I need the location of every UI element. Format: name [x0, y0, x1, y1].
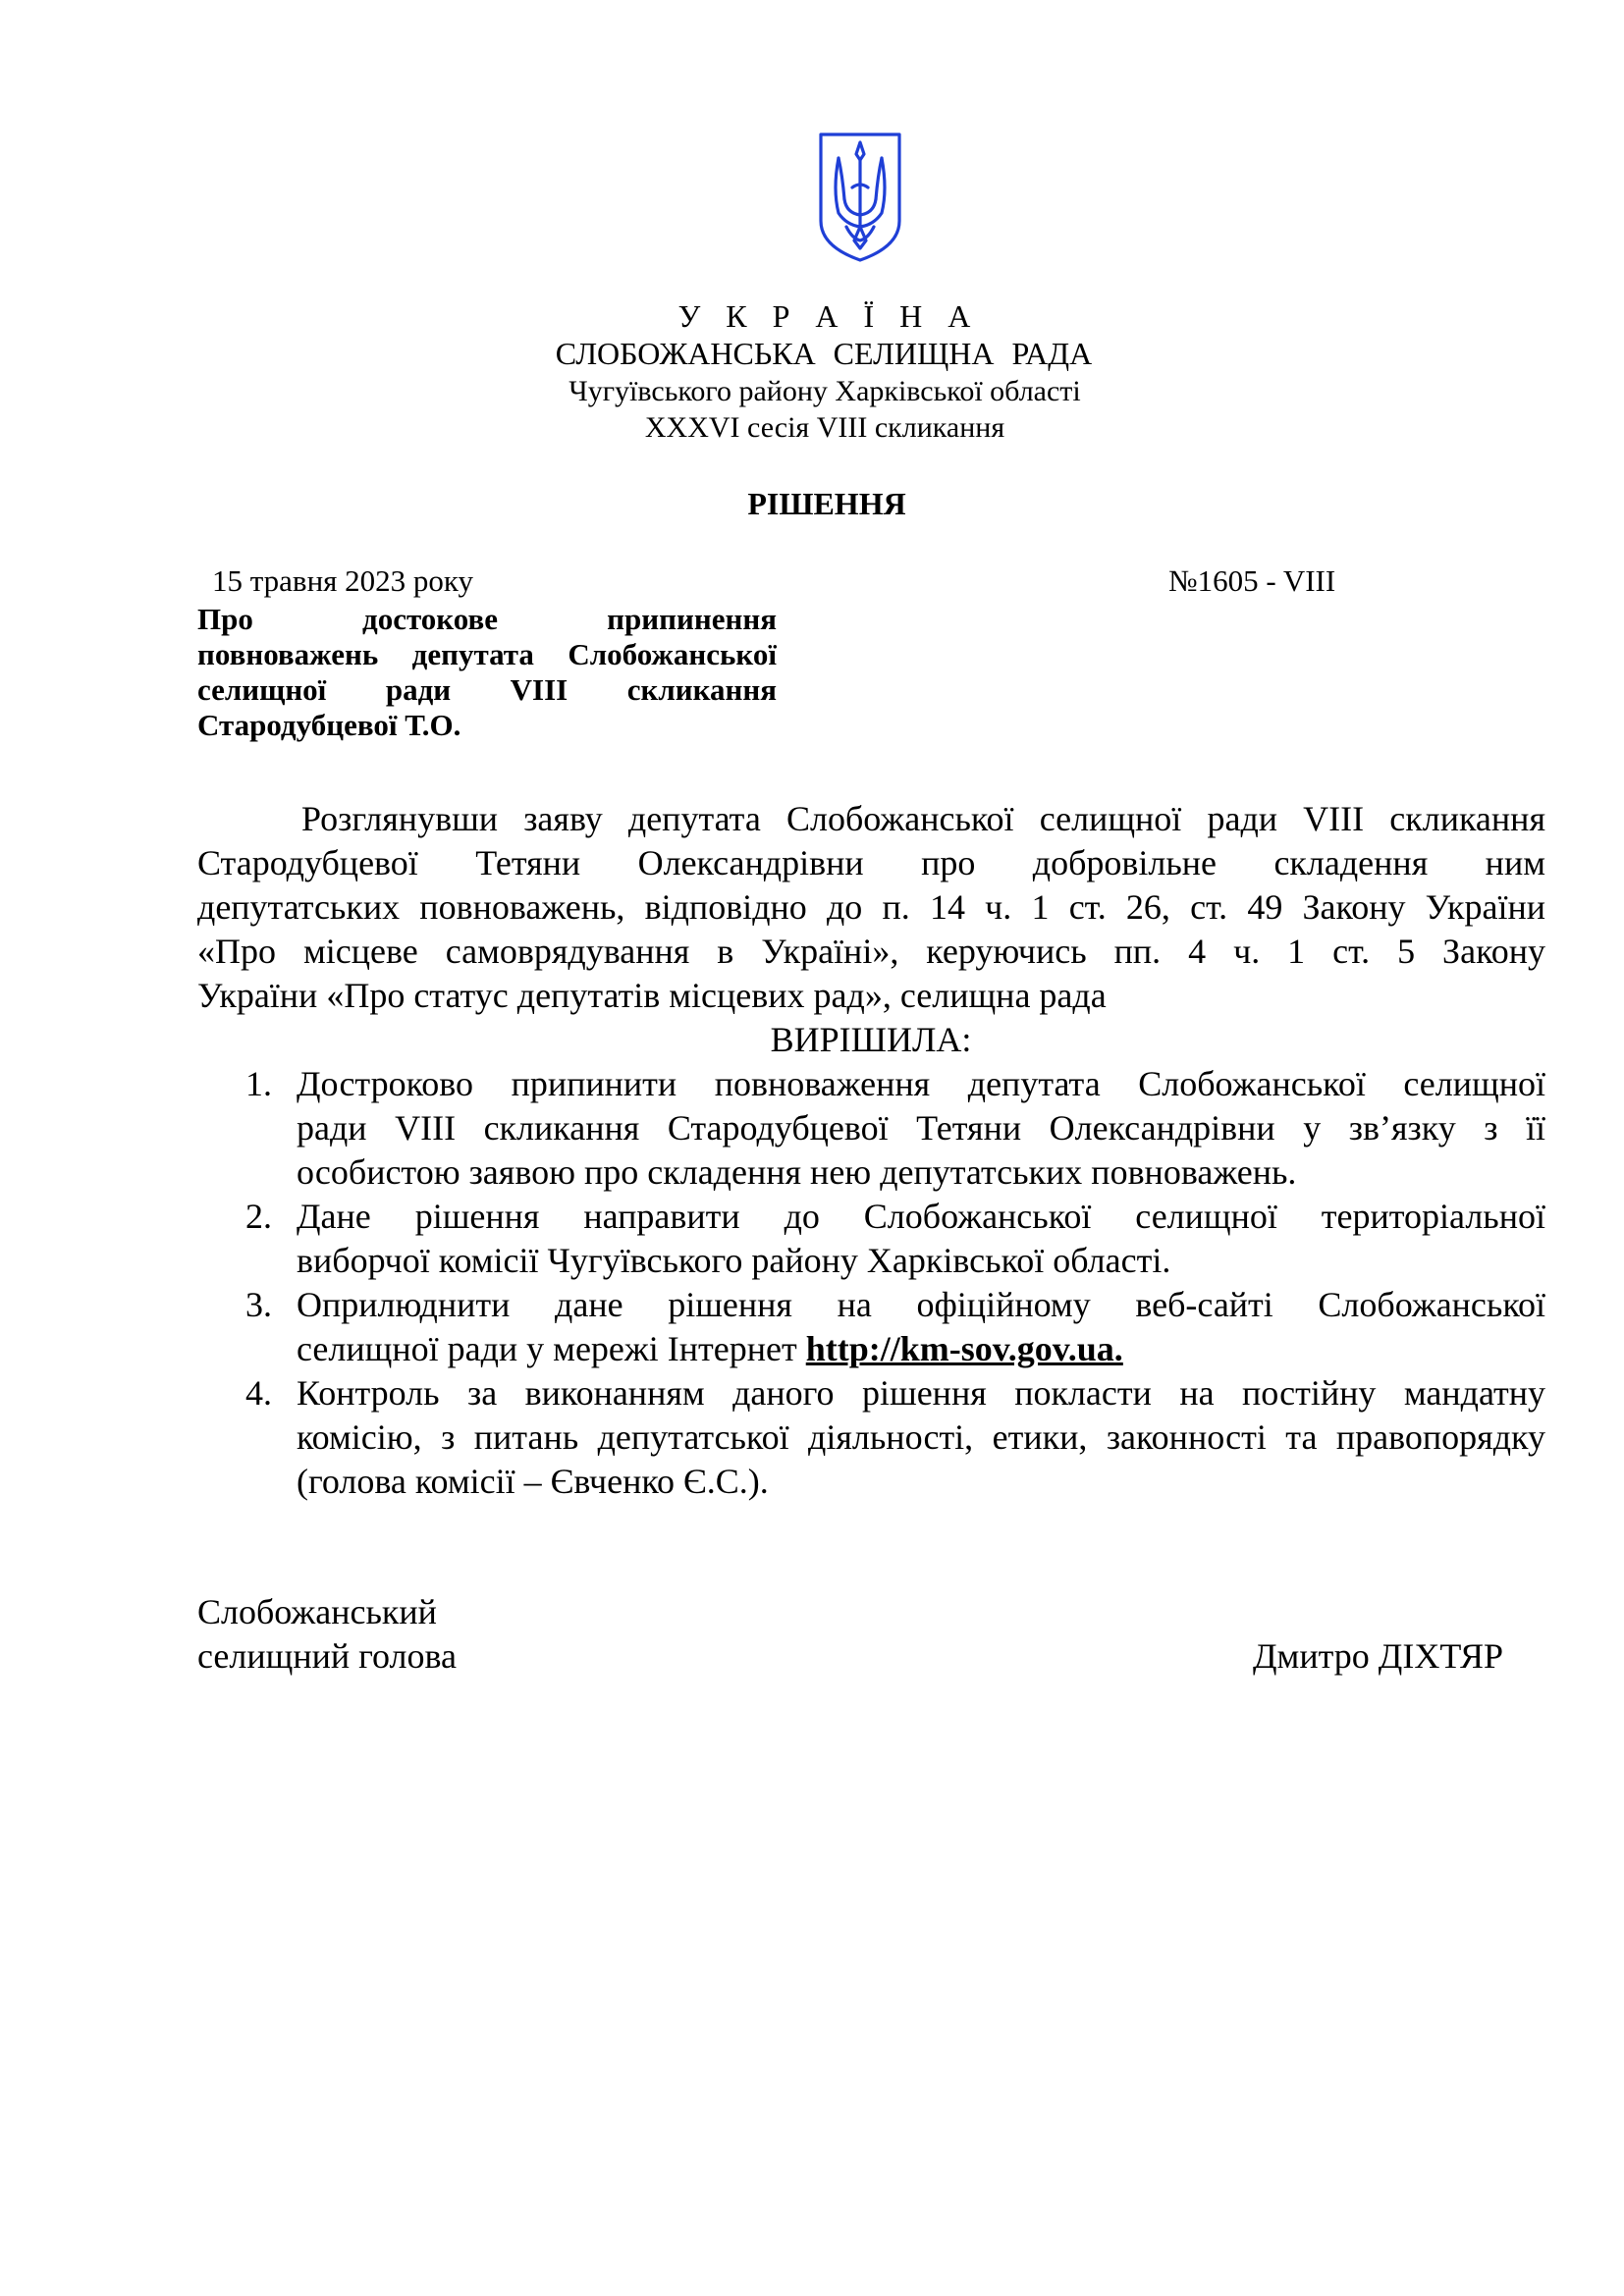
- preamble-line: депутатських повноважень, відповідно до п. 14 ч. 1 ст. 26, ст. 49 Закону України: [197, 887, 1545, 927]
- country-name: У К Р А Ї Н А: [677, 298, 980, 334]
- preamble-line: України «Про статус депутатів місцевих рад», селищна рада: [197, 976, 1107, 1015]
- decided-heading: ВИРІШИЛА:: [770, 1020, 972, 1059]
- council-name: СЛОБОЖАНСЬКА СЕЛИЩНА РАДА: [555, 336, 1093, 371]
- list-item-line: виборчої комісії Чугуївського району Харківської області.: [297, 1241, 1171, 1280]
- list-item-line: [297, 1327, 1545, 1371]
- list-item-line: комісію, з питань депутатської діяльності, етики, законності та правопорядку: [297, 1417, 1545, 1457]
- subject-line: селищної ради VIII скликання: [197, 672, 777, 707]
- list-item-line: Достроково припинити повноваження депутата Слобожанської селищної: [297, 1064, 1545, 1103]
- list-item-line: ради VIII скликання Стародубцевої Тетяни Олександрівни у зв’язку з її: [297, 1108, 1545, 1148]
- list-item-line: особистою заявою про складення нею депутатських повноважень.: [297, 1152, 1297, 1192]
- session-name: XXXVI сесія VIII скликання: [644, 411, 1005, 444]
- list-item-number: 4.: [245, 1373, 272, 1413]
- document-subject: [197, 602, 777, 743]
- district-name: Чугуївського району Харківської області: [568, 375, 1081, 407]
- preamble-line: «Про місцеве самоврядування в Україні», керуючись пп. 4 ч. 1 ст. 5 Закону: [197, 932, 1545, 971]
- list-item-line: (голова комісії – Євченко Є.С.).: [297, 1462, 769, 1501]
- website-link[interactable]: http://km-sov.gov.ua.: [805, 1329, 1123, 1368]
- preamble-line: Стародубцевої Тетяни Олександрівни про добровільне складення ним: [197, 843, 1545, 882]
- preamble-line: Розглянувши заяву депутата Слобожанської селищної ради VIII скликання: [301, 799, 1545, 838]
- document-number: №1605 - VIII: [1168, 563, 1336, 598]
- list-item-number: 1.: [245, 1064, 272, 1103]
- list-item-line: Дане рішення направити до Слобожанської селищної територіальної: [297, 1197, 1545, 1236]
- subject-line: Про достокове припинення: [197, 602, 777, 636]
- signatory-title-line2: селищний голова: [197, 1636, 458, 1676]
- signatory-name: Дмитро ДІХТЯР: [1253, 1636, 1503, 1676]
- list-item-number: 2.: [245, 1197, 272, 1236]
- coat-of-arms-icon: [817, 131, 903, 263]
- signatory-title-line1: Слобожанський: [197, 1592, 437, 1631]
- document-date: 15 травня 2023 року: [212, 563, 474, 598]
- preamble: [197, 797, 1545, 1018]
- subject-line: Стародубцевої Т.О.: [197, 708, 461, 742]
- list-item-line: Оприлюднити дане рішення на офіційному веб-сайті Слобожанської: [297, 1285, 1545, 1324]
- list-item-line: Контроль за виконанням даного рішення покласти на постійну мандатну: [297, 1373, 1545, 1413]
- list-item-text: селищної ради у мережі Інтернет: [297, 1329, 806, 1368]
- list-item-number: 3.: [245, 1285, 272, 1324]
- subject-line: повноважень депутата Слобожанської: [197, 637, 777, 671]
- document-type: РІШЕННЯ: [747, 486, 906, 521]
